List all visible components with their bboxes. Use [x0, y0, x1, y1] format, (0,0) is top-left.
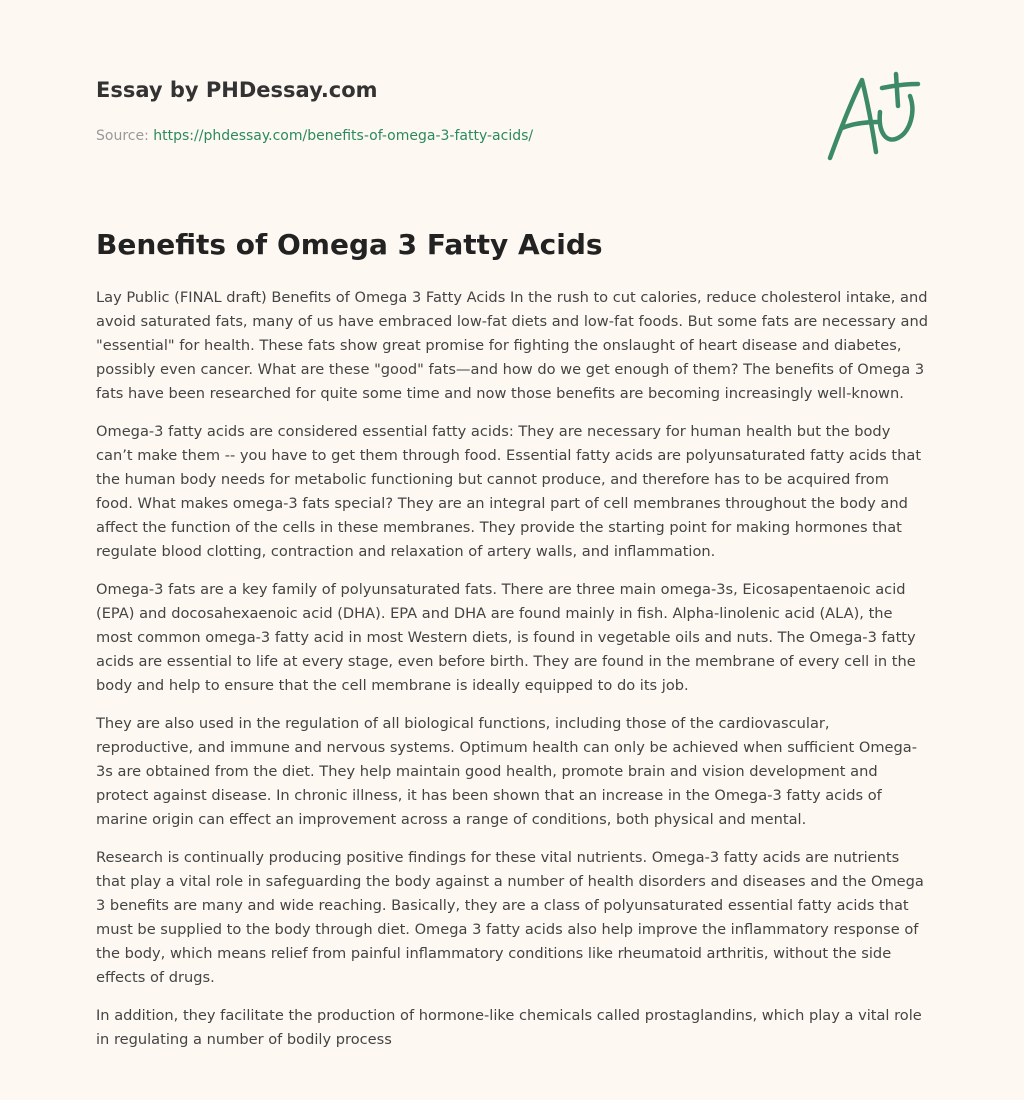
- page-header: [96, 74, 776, 146]
- essay-body: [96, 286, 930, 1066]
- essay-paragraph: Lay Public (FINAL draft) Benefits of Omega 3 Fatty Acids In the rush to cut calories, reduce cholesterol intake, and avoid saturated fats, many of us have embraced low-fat diets and low-fat foods. But some fats are necessary and "essential" for health. These fats show great promise for fighting the onslaught of heart disease and diabetes, possibly even cancer. What are these "good" fats—and how do we get enough of them? The benefits of Omega 3 fats have been researched for quite some time and now those benefits are becoming increasingly well-known.: [96, 289, 928, 402]
- source-label: Source:: [96, 128, 154, 144]
- a-plus-logo-icon: [820, 66, 930, 166]
- a-plus-icon: [820, 66, 930, 166]
- site-title: Essay by PHDessay.com: [96, 78, 378, 102]
- essay-paragraph: They are also used in the regulation of all biological functions, including those of the cardiovascular, reproductive, and immune and nervous systems. Optimum health can only be achieved when sufficient Omega-3s are obtained from the diet. They help maintain good health, promote brain and vision development and protect against disease. In chronic illness, it has been shown that an increase in the Omega-3 fatty acids of marine origin can effect an improvement across a range of conditions, both physical and mental.: [96, 715, 917, 828]
- essay-paragraph: Omega-3 fatty acids are considered essential fatty acids: They are necessary for human health but the body can’t make them -- you have to get them through food. Essential fatty acids are polyunsaturated fatty acids that the human body needs for metabolic functioning but cannot produce, and therefore has to be acquired from food. What makes omega-3 fats special? They are an integral part of cell membranes throughout the body and affect the function of the cells in these membranes. They provide the starting point for making hormones that regulate blood clotting, contraction and relaxation of artery walls, and inflammation.: [96, 423, 922, 560]
- source-line: [96, 126, 776, 146]
- essay-paragraph: Omega-3 fats are a key family of polyunsaturated fats. There are three main omega-3s, Eicosapentaenoic acid (EPA) and docosahexaenoic acid (DHA). EPA and DHA are found mainly in fish. Alpha-linolenic acid (ALA), the most common omega-3 fatty acid in most Western diets, is found in vegetable oils and nuts. The Omega-3 fatty acids are essential to life at every stage, even before birth. They are found in the membrane of every cell in the body and help to ensure that the cell membrane is ideally equipped to do its job.: [96, 581, 916, 694]
- essay-paragraph: Research is continually producing positive findings for these vital nutrients. Omega-3 fatty acids are nutrients that play a vital role in safeguarding the body against a number of health disorders and diseases and the Omega 3 benefits are many and wide reaching. Basically, they are a class of polyunsaturated essential fatty acids that must be supplied to the body through diet. Omega 3 fatty acids also help improve the inflammatory response of the body, which means relief from painful inflammatory conditions like rheumatoid arthritis, without the side effects of drugs.: [96, 849, 924, 986]
- essay-paragraph: In addition, they facilitate the production of hormone-like chemicals called prostaglandins, which play a vital role in regulating a number of bodily process: [96, 1007, 922, 1048]
- essay-title: Benefits of Omega 3 Fatty Acids: [96, 228, 603, 261]
- source-link[interactable]: https://phdessay.com/benefits-of-omega-3-fatty-acids/: [153, 128, 534, 144]
